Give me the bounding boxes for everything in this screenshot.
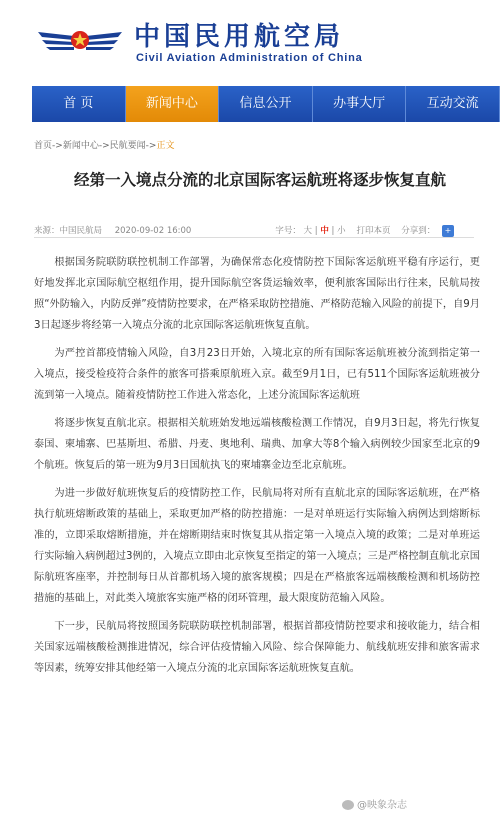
- article-paragraph: 下一步，民航局将按照国务院联防联控机制部署，根据首都疫情防控要求和接收能力，结合相关国家远端核酸检测推进情况，综合评估疫情输入风险、综合保障能力、航线航班安排和旅客需求等因素，统筹安排其他经第一入境点分流的北京国际客运航班恢复直航。: [34, 621, 480, 674]
- tools-divider: |: [314, 226, 318, 236]
- nav-info-disclosure[interactable]: 信息公开: [219, 86, 313, 122]
- site-title-en: Civil Aviation Administration of China: [136, 52, 363, 64]
- breadcrumb-sep: ->: [145, 141, 157, 151]
- article-tools: [275, 224, 454, 237]
- article-paragraph: 将逐步恢复直航北京。根据相关航班始发地远端核酸检测工作情况，自9月3日起，将先行恢复泰国、柬埔寨、巴基斯坦、希腊、丹麦、奥地利、瑞典、加拿大等8个输入病例较少国家至北京的9个航班。恢复后的第一班为9月3日国航执飞的柬埔寨金边至北京航班。: [34, 418, 480, 471]
- watermark-text: @映象杂志: [357, 800, 407, 811]
- main-nav: [32, 86, 500, 122]
- site-header: [0, 0, 500, 86]
- nav-news-center[interactable]: 新闻中心: [126, 86, 220, 122]
- breadcrumb-current: 正文: [156, 141, 175, 151]
- article-paragraph: 根据国务院联防联控机制工作部署，为确保常态化疫情防控下国际客运航班平稳有序运行，更好地发挥北京国际航空枢纽作用，提升国际航空客货运输效率，便利旅客国际出行往来，民航局按照“外防输入，内防反弹”疫情防控要求，在严格采取防控措施、严格防范输入风险的前提下，自9月3日起逐步将经第一入境点分流的北京国际客运航班恢复直航。: [34, 257, 480, 331]
- article-body: [34, 252, 480, 686]
- nav-interaction[interactable]: 互动交流: [406, 86, 500, 122]
- share-plus-icon[interactable]: +: [442, 225, 454, 237]
- nav-service-hall[interactable]: 办事大厅: [313, 86, 407, 122]
- breadcrumb-civil-aviation-news[interactable]: 民航要闻: [109, 141, 146, 151]
- breadcrumb-news-center[interactable]: 新闻中心: [62, 141, 99, 151]
- font-size-label: 字号：: [275, 226, 301, 236]
- font-size-small[interactable]: 小: [337, 226, 346, 236]
- article-meta: [34, 210, 474, 238]
- print-link[interactable]: 打印本页: [356, 226, 391, 236]
- font-size-medium[interactable]: 中: [320, 226, 329, 236]
- article-date: 2020-09-02 16:00: [114, 226, 192, 236]
- breadcrumb-home[interactable]: 首页: [34, 141, 53, 151]
- weibo-watermark: [342, 796, 407, 811]
- font-size-large[interactable]: 大: [303, 226, 313, 236]
- article-title: 经第一入境点分流的北京国际客运航班将逐步恢复直航: [73, 171, 446, 189]
- article-paragraph: 为严控首都疫情输入风险，自3月23日开始，入境北京的所有国际客运航班被分流到指定第一入境点，接受检疫符合条件的旅客可搭乘原航班入京。截至9月1日，已有511个国际客运航班被分流到第一入境点。随着疫情防控工作进入常态化，上述分流国际客运航班: [34, 348, 480, 401]
- nav-home[interactable]: 首 页: [32, 86, 126, 122]
- tools-divider: |: [331, 226, 335, 236]
- site-title-cn: 中国民用航空局: [134, 22, 345, 52]
- caac-logo-icon[interactable]: [36, 18, 124, 60]
- breadcrumb: [34, 138, 174, 151]
- article-paragraph: 为进一步做好航班恢复后的疫情防控工作，民航局将对所有直航北京的国际客运航班，在严格执行航班熔断政策的基础上，采取更加严格的防控措施：一是对单班运行实际输入病例达到熔断标准的，立即采取熔断措施，并在熔断期结束时恢复其从指定第一入境点入境的政策；二是对单班运行实际输入病例超过3例的，入境点立即由北京恢复至指定的第一入境点；三是严格控制直航北京国际航班客座率，并控制每日从首都机场入境的旅客规模；四是在严格旅客远端核酸检测和机场防控措施的基础上，对此类入境旅客实施严格的闭环管理，最大限度防范输入风险。: [34, 488, 480, 604]
- share-label: 分享到：: [401, 226, 436, 236]
- breadcrumb-sep: ->: [98, 141, 110, 151]
- weibo-logo-icon: [342, 800, 354, 810]
- article-source: 来源：中国民航局: [34, 226, 103, 236]
- breadcrumb-sep: ->: [52, 141, 63, 151]
- article-meta-left: [34, 224, 201, 236]
